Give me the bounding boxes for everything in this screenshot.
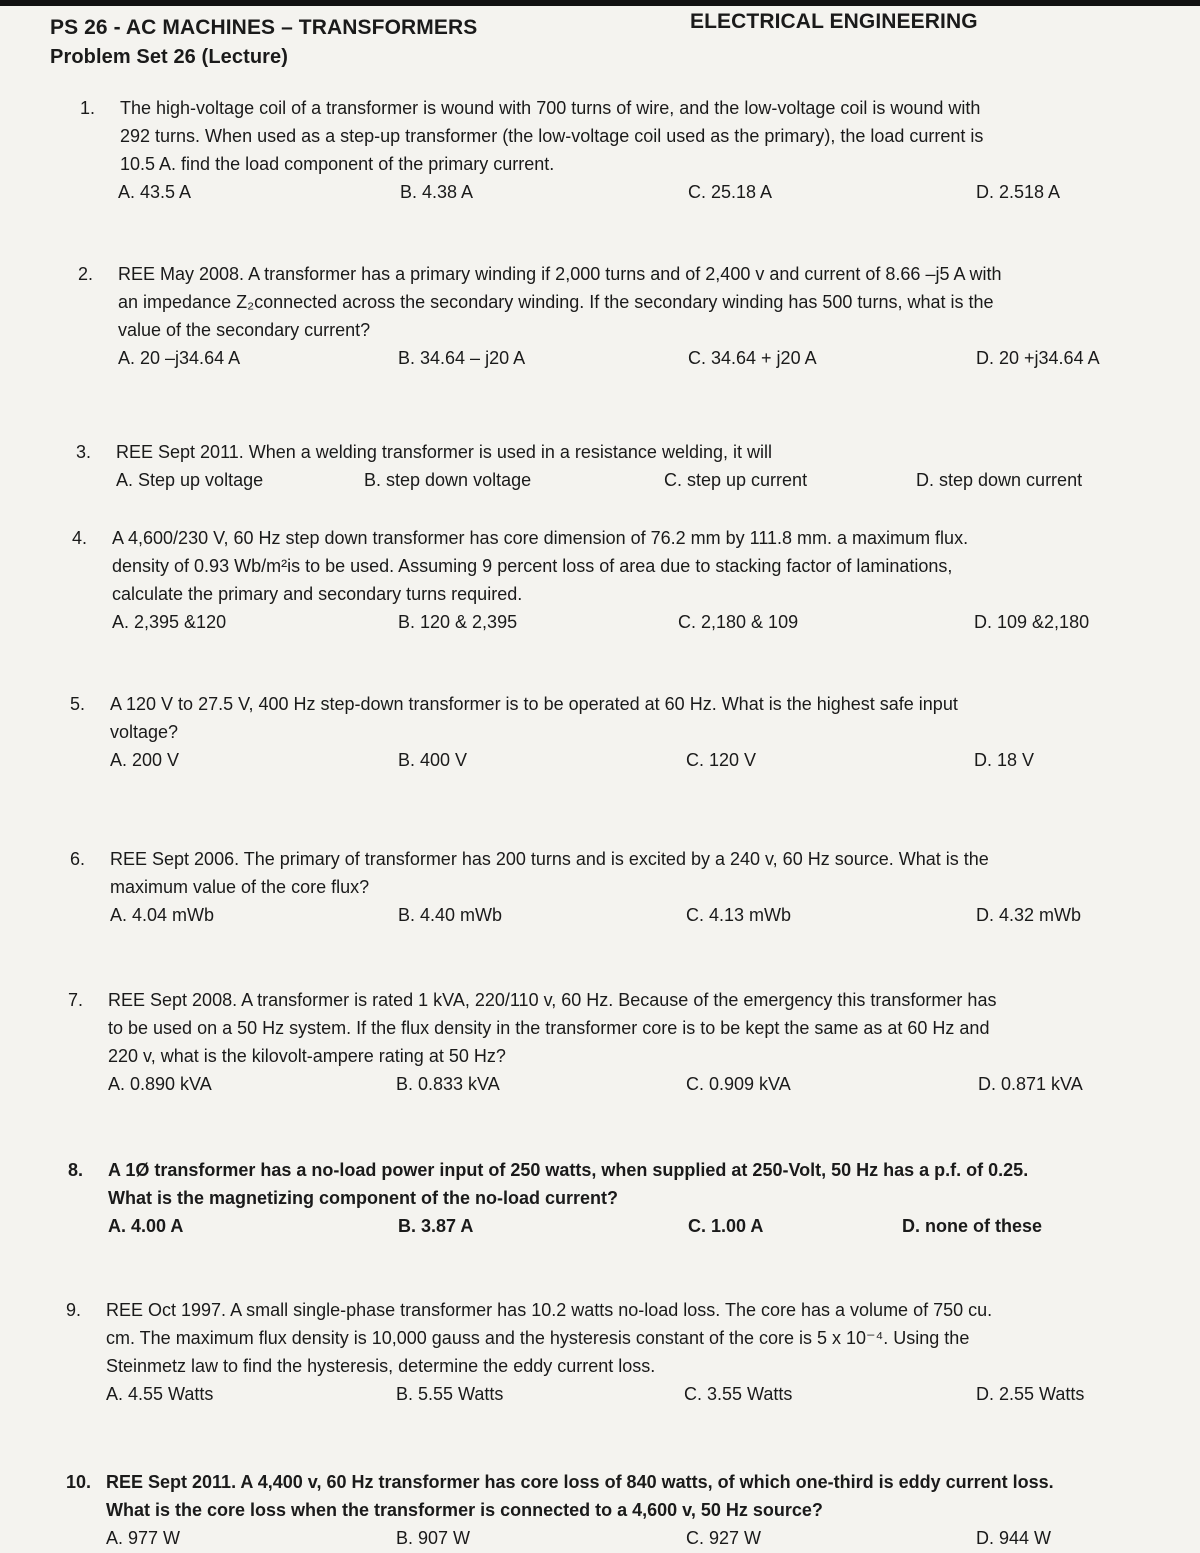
question-9 — [66, 1296, 1116, 1408]
question-text-line: 292 turns. When used as a step-up transformer (the low-voltage coil used as the primary), the load current is — [120, 126, 984, 146]
question-text-line: A 1Ø transformer has a no-load power input of 250 watts, when supplied at 250-Volt, 50 Hz has a p.f. of 0.25. — [108, 1160, 1029, 1180]
question-number: 3. — [76, 442, 92, 462]
option-d: D. 20 +j34.64 A — [976, 348, 1100, 368]
question-text-line: 220 v, what is the kilovolt-ampere rating at 50 Hz? — [108, 1046, 506, 1066]
question-text-line: REE Sept 2006. The primary of transformer has 200 turns and is excited by a 240 v, 60 Hz source. What is the — [110, 849, 989, 869]
question-text-line: an impedance Z₂connected across the secondary winding. If the secondary winding has 500 turns, what is the — [118, 292, 994, 312]
option-d: D. 4.32 mWb — [976, 905, 1082, 925]
question-number: 1. — [80, 98, 96, 118]
answer-options — [106, 1380, 1116, 1408]
option-d: D. step down current — [916, 470, 1083, 490]
subject-title: ELECTRICAL ENGINEERING — [690, 10, 978, 33]
option-b: B. 4.38 A — [400, 182, 474, 202]
answer-options — [110, 901, 1110, 929]
option-b: B. 4.40 mWb — [398, 905, 503, 925]
question-text-line: A 4,600/230 V, 60 Hz step down transformer has core dimension of 76.2 mm by 111.8 mm. a maximum flux. — [112, 528, 969, 548]
question-number: 5. — [70, 694, 86, 714]
question-text-line: REE Sept 2011. A 4,400 v, 60 Hz transformer has core loss of 840 watts, of which one-third is eddy current loss. — [106, 1472, 1054, 1492]
question-text-line: 10.5 A. find the load component of the primary current. — [120, 154, 555, 174]
option-c: C. 120 V — [686, 750, 757, 770]
question-text-line: A 120 V to 27.5 V, 400 Hz step-down transformer is to be operated at 60 Hz. What is the highest safe input — [110, 694, 958, 714]
option-c: C. 34.64 + j20 A — [688, 348, 817, 368]
top-border — [0, 0, 1200, 6]
answer-options — [108, 1212, 1108, 1240]
question-text-line: The high-voltage coil of a transformer is wound with 700 turns of wire, and the low-voltage coil is wound with — [120, 98, 981, 118]
option-a: A. 43.5 A — [118, 182, 192, 202]
option-c: C. step up current — [664, 470, 808, 490]
question-text-line: density of 0.93 Wb/m²is to be used. Assuming 9 percent loss of area due to stacking factor of laminations, — [112, 556, 953, 576]
question-text-line: cm. The maximum flux density is 10,000 gauss and the hysteresis constant of the core is 5 x 10⁻⁴. Using the — [106, 1328, 970, 1348]
option-c: C. 4.13 mWb — [686, 905, 792, 925]
option-b: B. 120 & 2,395 — [398, 612, 518, 632]
question-10 — [66, 1468, 1116, 1552]
option-d: D. 2.518 A — [976, 182, 1061, 202]
question-number: 10. — [66, 1472, 92, 1492]
option-a: A. 977 W — [106, 1528, 181, 1548]
option-a: A. 4.00 A — [108, 1216, 184, 1236]
answer-options — [116, 466, 1116, 494]
option-a: A. 0.890 kVA — [108, 1074, 212, 1094]
option-b: B. 907 W — [396, 1528, 471, 1548]
option-c: C. 25.18 A — [688, 182, 773, 202]
question-number: 2. — [78, 264, 94, 284]
header-left — [50, 16, 477, 69]
question-number: 8. — [68, 1160, 84, 1180]
answer-options — [112, 608, 1112, 636]
question-6 — [70, 845, 1110, 929]
question-text-line: What is the magnetizing component of the no-load current? — [108, 1188, 618, 1208]
question-5 — [70, 690, 1110, 774]
option-c: C. 2,180 & 109 — [678, 612, 799, 632]
option-a: A. 200 V — [110, 750, 180, 770]
question-text-line: calculate the primary and secondary turns required. — [112, 584, 523, 604]
option-c: C. 1.00 A — [688, 1216, 764, 1236]
question-text-line: value of the secondary current? — [118, 320, 371, 340]
question-number: 6. — [70, 849, 86, 869]
option-d: D. 0.871 kVA — [978, 1074, 1083, 1094]
option-b: B. step down voltage — [364, 470, 532, 490]
question-text-line: REE May 2008. A transformer has a primary winding if 2,000 turns and of 2,400 v and current of 8.66 –j5 A with — [118, 264, 1002, 284]
option-b: B. 34.64 – j20 A — [398, 348, 526, 368]
answer-options — [120, 178, 1100, 206]
question-number: 4. — [72, 528, 88, 548]
option-d: D. 944 W — [976, 1528, 1052, 1548]
option-b: B. 0.833 kVA — [396, 1074, 500, 1094]
question-3 — [76, 438, 1116, 494]
question-text-line: REE Oct 1997. A small single-phase transformer has 10.2 watts no-load loss. The core has a volume of 750 cu. — [106, 1300, 993, 1320]
question-text-line: maximum value of the core flux? — [110, 877, 370, 897]
answer-options — [110, 746, 1110, 774]
option-a: A. 2,395 &120 — [112, 612, 227, 632]
question-4 — [72, 524, 1112, 636]
question-7 — [68, 986, 1118, 1098]
option-b: B. 3.87 A — [398, 1216, 474, 1236]
question-number: 9. — [66, 1300, 82, 1320]
option-a: A. 4.55 Watts — [106, 1384, 214, 1404]
option-d: D. none of these — [902, 1216, 1043, 1236]
option-d: D. 2.55 Watts — [976, 1384, 1085, 1404]
option-a: A. 4.04 mWb — [110, 905, 215, 925]
option-b: B. 400 V — [398, 750, 468, 770]
option-d: D. 18 V — [974, 750, 1035, 770]
answer-options — [106, 1524, 1116, 1552]
question-8 — [68, 1156, 1108, 1240]
option-c: C. 927 W — [686, 1528, 762, 1548]
question-text-line: REE Sept 2008. A transformer is rated 1 kVA, 220/110 v, 60 Hz. Because of the emergency this transformer has — [108, 990, 997, 1010]
option-c: C. 3.55 Watts — [684, 1384, 793, 1404]
answer-options — [108, 1070, 1118, 1098]
page-title: PS 26 - AC MACHINES – TRANSFORMERS — [50, 16, 478, 39]
option-a: A. Step up voltage — [116, 470, 264, 490]
option-a: A. 20 –j34.64 A — [118, 348, 241, 368]
option-c: C. 0.909 kVA — [686, 1074, 791, 1094]
question-2 — [78, 260, 1118, 372]
option-b: B. 5.55 Watts — [396, 1384, 504, 1404]
option-d: D. 109 &2,180 — [974, 612, 1090, 632]
question-number: 7. — [68, 990, 84, 1010]
question-text-line: to be used on a 50 Hz system. If the flux density in the transformer core is to be kept the same as at 60 Hz and — [108, 1018, 990, 1038]
page-subtitle: Problem Set 26 (Lecture) — [50, 46, 289, 68]
question-text-line: voltage? — [110, 722, 179, 742]
answer-options — [118, 344, 1118, 372]
question-text-line: Steinmetz law to find the hysteresis, determine the eddy current loss. — [106, 1356, 656, 1376]
question-text-line: REE Sept 2011. When a welding transformer is used in a resistance welding, it will — [116, 442, 772, 462]
question-text-line: What is the core loss when the transformer is connected to a 4,600 v, 50 Hz source? — [106, 1500, 823, 1520]
question-1 — [80, 94, 1100, 206]
